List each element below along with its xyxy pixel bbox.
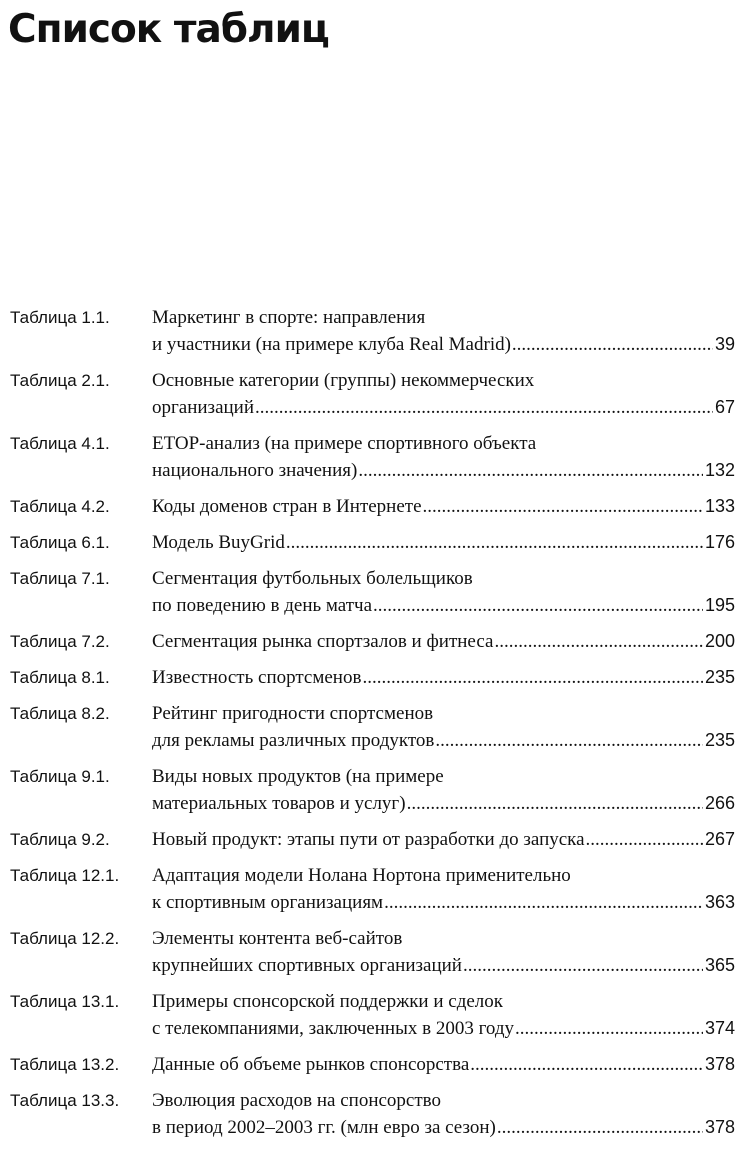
- dot-leader: [512, 331, 713, 358]
- page-number: 67: [714, 397, 735, 417]
- table-title-line: Основные категории (группы) некоммерческих: [152, 370, 535, 391]
- table-number-label: Таблица 1.1.: [10, 308, 110, 327]
- toc-entry: [10, 1051, 735, 1078]
- table-number-label: Таблица 8.2.: [10, 704, 110, 723]
- dot-leader: [463, 952, 703, 979]
- table-number-label: Таблица 9.2.: [10, 830, 110, 849]
- table-title-line: Адаптация модели Нолана Нортона применительно: [152, 865, 571, 886]
- toc-entry: [10, 826, 735, 853]
- toc-entry: [10, 628, 735, 655]
- toc-entry-body: [152, 700, 735, 754]
- toc-entry: [10, 862, 735, 916]
- table-title-line: Эволюция расходов на спонсорство: [152, 1090, 441, 1111]
- table-number-label: Таблица 7.1.: [10, 569, 110, 588]
- table-title-line: крупнейших спортивных организаций: [152, 955, 462, 976]
- table-title-last-line: [152, 727, 735, 754]
- table-title-last-line: [152, 889, 735, 916]
- table-title-line: и участники (на примере клуба Real Madrid): [152, 334, 511, 355]
- dot-leader: [435, 727, 703, 754]
- table-title-line: Элементы контента веб-сайтов: [152, 928, 403, 949]
- page-number: 132: [704, 460, 735, 480]
- toc-entry: [10, 925, 735, 979]
- dot-leader: [494, 628, 703, 655]
- table-title-line: Маркетинг в спорте: направления: [152, 307, 426, 328]
- toc-entry: [10, 529, 735, 556]
- table-title-line: организаций: [152, 397, 255, 418]
- dot-leader: [423, 493, 703, 520]
- table-number-label: Таблица 4.2.: [10, 497, 110, 516]
- table-number-label: Таблица 7.2.: [10, 632, 110, 651]
- dot-leader: [384, 889, 703, 916]
- toc-entry-body: [152, 565, 735, 619]
- table-number-label: Таблица 13.1.: [10, 992, 120, 1011]
- table-number-label: Таблица 9.1.: [10, 767, 110, 786]
- page-number: 374: [704, 1018, 735, 1038]
- page-number: 235: [704, 667, 735, 687]
- table-number-label: Таблица 2.1.: [10, 371, 110, 390]
- table-title-last-line: [152, 1114, 735, 1141]
- table-title-line: Сегментация футбольных болельщиков: [152, 568, 473, 589]
- table-of-contents: [10, 304, 735, 1150]
- dot-leader: [586, 826, 703, 853]
- table-title-last-line: [152, 529, 735, 556]
- table-number-label: Таблица 12.1.: [10, 866, 120, 885]
- toc-entry-body: [152, 826, 735, 853]
- toc-entry: [10, 700, 735, 754]
- page-number: 378: [704, 1054, 735, 1074]
- toc-entry-body: [152, 664, 735, 691]
- table-title-line: Рейтинг пригодности спортсменов: [152, 703, 434, 724]
- dot-leader: [515, 1015, 703, 1042]
- page-number: 365: [704, 955, 735, 975]
- page-title: Список таблиц: [8, 7, 329, 52]
- dot-leader: [373, 592, 703, 619]
- dot-leader: [286, 529, 703, 556]
- page-number: 235: [704, 730, 735, 750]
- toc-entry: [10, 367, 735, 421]
- table-title-line: в период 2002–2003 гг. (млн евро за сезон): [152, 1117, 496, 1138]
- table-title-line: Известность спортсменов: [152, 667, 362, 688]
- table-title-line: Коды доменов стран в Интернете: [152, 496, 422, 517]
- table-title-line: национального значения): [152, 460, 358, 481]
- toc-entry: [10, 304, 735, 358]
- table-title-line: ETOP-анализ (на примере спортивного объекта: [152, 433, 537, 454]
- table-number-label: Таблица 4.1.: [10, 434, 110, 453]
- toc-entry: [10, 565, 735, 619]
- toc-entry-body: [152, 862, 735, 916]
- page-number: 133: [704, 496, 735, 516]
- toc-entry: [10, 664, 735, 691]
- table-number-label: Таблица 12.2.: [10, 929, 120, 948]
- page-number: 39: [714, 334, 735, 354]
- page-number: 200: [704, 631, 735, 651]
- table-title-last-line: [152, 952, 735, 979]
- toc-entry: [10, 493, 735, 520]
- dot-leader: [358, 457, 703, 484]
- toc-entry-body: [152, 925, 735, 979]
- table-title-last-line: [152, 628, 735, 655]
- page-number: 267: [704, 829, 735, 849]
- toc-entry-body: [152, 988, 735, 1042]
- page-number: 195: [704, 595, 735, 615]
- table-title-last-line: [152, 394, 735, 421]
- dot-leader: [497, 1114, 703, 1141]
- page-number: 176: [704, 532, 735, 552]
- toc-entry: [10, 430, 735, 484]
- toc-entry: [10, 1087, 735, 1141]
- page-number: 266: [704, 793, 735, 813]
- toc-entry-body: [152, 304, 735, 358]
- table-title-line: Новый продукт: этапы пути от разработки до запуска: [152, 829, 585, 850]
- table-number-label: Таблица 8.1.: [10, 668, 110, 687]
- table-title-line: Данные об объеме рынков спонсорства: [152, 1054, 470, 1075]
- toc-entry-body: [152, 1087, 735, 1141]
- table-title-last-line: [152, 790, 735, 817]
- toc-entry-body: [152, 367, 735, 421]
- toc-entry-body: [152, 430, 735, 484]
- table-title-line: Примеры спонсорской поддержки и сделок: [152, 991, 504, 1012]
- table-title-last-line: [152, 331, 735, 358]
- page-number: 378: [704, 1117, 735, 1137]
- toc-entry-body: [152, 763, 735, 817]
- table-title-last-line: [152, 1051, 735, 1078]
- dot-leader: [470, 1051, 703, 1078]
- dot-leader: [362, 664, 703, 691]
- dot-leader: [255, 394, 713, 421]
- table-title-line: Сегментация рынка спортзалов и фитнеса: [152, 631, 494, 652]
- table-title-line: Виды новых продуктов (на примере: [152, 766, 444, 787]
- dot-leader: [407, 790, 703, 817]
- table-title-last-line: [152, 493, 735, 520]
- table-title-line: с телекомпаниями, заключенных в 2003 году: [152, 1018, 515, 1039]
- table-number-label: Таблица 13.3.: [10, 1091, 120, 1110]
- toc-entry-body: [152, 493, 735, 520]
- table-title-line: материальных товаров и услуг): [152, 793, 406, 814]
- table-title-line: Модель BuyGrid: [152, 532, 285, 553]
- table-title-last-line: [152, 592, 735, 619]
- page-number: 363: [704, 892, 735, 912]
- table-number-label: Таблица 13.2.: [10, 1055, 120, 1074]
- table-title-line: для рекламы различных продуктов: [152, 730, 435, 751]
- table-title-last-line: [152, 826, 735, 853]
- toc-entry-body: [152, 628, 735, 655]
- table-title-line: по поведению в день матча: [152, 595, 373, 616]
- toc-entry: [10, 763, 735, 817]
- table-title-last-line: [152, 1015, 735, 1042]
- table-title-last-line: [152, 457, 735, 484]
- table-title-last-line: [152, 664, 735, 691]
- toc-entry: [10, 988, 735, 1042]
- table-number-label: Таблица 6.1.: [10, 533, 110, 552]
- table-title-line: к спортивным организациям: [152, 892, 384, 913]
- toc-entry-body: [152, 529, 735, 556]
- toc-entry-body: [152, 1051, 735, 1078]
